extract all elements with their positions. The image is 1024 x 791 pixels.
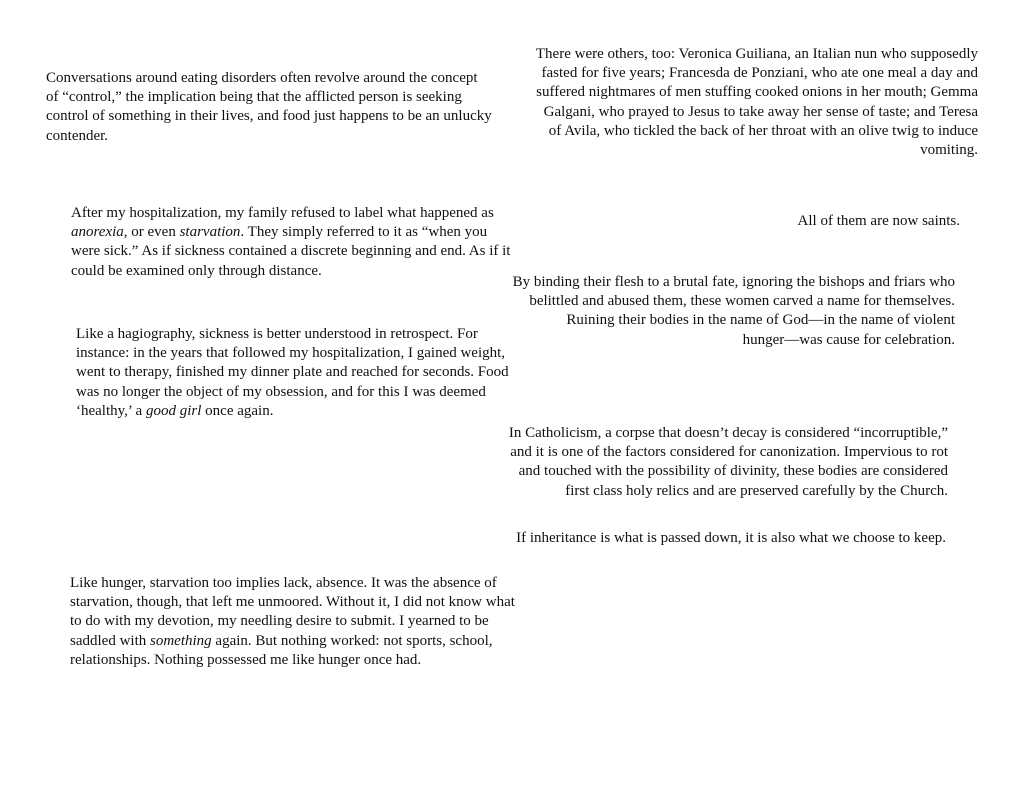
passage-saints <box>798 212 960 231</box>
text-line: Like hunger, starvation too implies lack, absence. It was the absence of <box>70 575 497 591</box>
text-line: Galgani, who prayed to Jesus to take away her sense of taste; and Teresa <box>543 103 978 120</box>
text-line: control of something in their lives, and food just happens to be an unlucky <box>46 108 492 125</box>
text-line: fasted for five years; Francesda de Ponziani, who ate one meal a day and <box>541 65 978 82</box>
emphasis-good-girl: good girl <box>145 402 202 419</box>
text-line: and touched with the possibility of divinity, these bodies are considered <box>518 463 948 480</box>
text-line: was no longer the object of my obsession, and for this I was deemed <box>76 383 486 400</box>
passage-others <box>536 45 978 160</box>
text-span: again. But nothing worked: not sports, school, <box>211 632 493 649</box>
text-line: could be examined only through distance. <box>71 262 322 279</box>
passage-hunger <box>70 574 515 670</box>
emphasis-something: something <box>150 632 212 649</box>
emphasis-anorexia: anorexia <box>71 224 124 241</box>
text-line: suffered nightmares of men stuffing cooked onions in her mouth; Gemma <box>536 84 978 101</box>
text-span: . They simply referred to it as “when you <box>240 224 488 241</box>
text-line: All of them are now saints. <box>797 213 960 229</box>
text-line: If inheritance is what is passed down, it is also what we choose to keep. <box>516 530 946 546</box>
passage-hospitalization <box>71 204 510 281</box>
text-span: , or even <box>123 224 180 241</box>
text-line: Conversations around eating disorders often revolve around the concept <box>46 70 478 86</box>
text-span: once again. <box>201 402 274 419</box>
emphasis-starvation: starvation <box>179 224 241 241</box>
text-line: Ruining their bodies in the name of God—in the name of violent <box>566 312 955 329</box>
text-line: In Catholicism, a corpse that doesn’t decay is considered “incorruptible,” <box>508 425 948 441</box>
text-line: There were others, too: Veronica Guiliana, an Italian nun who supposedly <box>535 46 978 62</box>
text-line: went to therapy, finished my dinner plate and reached for seconds. Food <box>76 364 509 381</box>
text-line: of Avila, who tickled the back of her throat with an olive twig to induce <box>548 122 978 139</box>
text-line <box>70 632 515 651</box>
text-line <box>71 223 510 242</box>
text-span: ‘healthy,’ a <box>76 402 146 419</box>
text-line: Like a hagiography, sickness is better understood in retrospect. For <box>76 326 478 342</box>
text-line: relationships. Nothing possessed me like hunger once had. <box>70 651 422 668</box>
passage-catholicism <box>509 424 948 501</box>
text-line: contender. <box>46 127 109 144</box>
text-line: instance: in the years that followed my hospitalization, I gained weight, <box>76 345 506 362</box>
text-line <box>76 402 509 421</box>
text-span: saddled with <box>70 632 150 649</box>
passage-hagiography <box>76 325 509 421</box>
text-line: vomiting. <box>920 142 978 159</box>
text-line: of “control,” the implication being that the afflicted person is seeking <box>46 89 462 106</box>
text-line: starvation, though, that left me unmoored. Without it, I did not know what <box>70 594 515 611</box>
text-line: hunger—was cause for celebration. <box>742 331 955 348</box>
text-line: belittled and abused them, these women carved a name for themselves. <box>529 293 955 310</box>
passage-control <box>46 69 492 146</box>
text-line: first class holy relics and are preserved carefully by the Church. <box>565 482 948 499</box>
passage-binding <box>513 273 955 350</box>
text-line: and it is one of the factors considered for canonization. Impervious to rot <box>510 444 948 461</box>
text-line: were sick.” As if sickness contained a discrete beginning and end. As if it <box>71 243 511 260</box>
text-line: to do with my devotion, my needling desire to submit. I yearned to be <box>70 613 489 630</box>
text-line: After my hospitalization, my family refused to label what happened as <box>71 205 494 221</box>
text-line: By binding their flesh to a brutal fate, ignoring the bishops and friars who <box>512 274 955 290</box>
passage-inheritance <box>516 529 946 548</box>
